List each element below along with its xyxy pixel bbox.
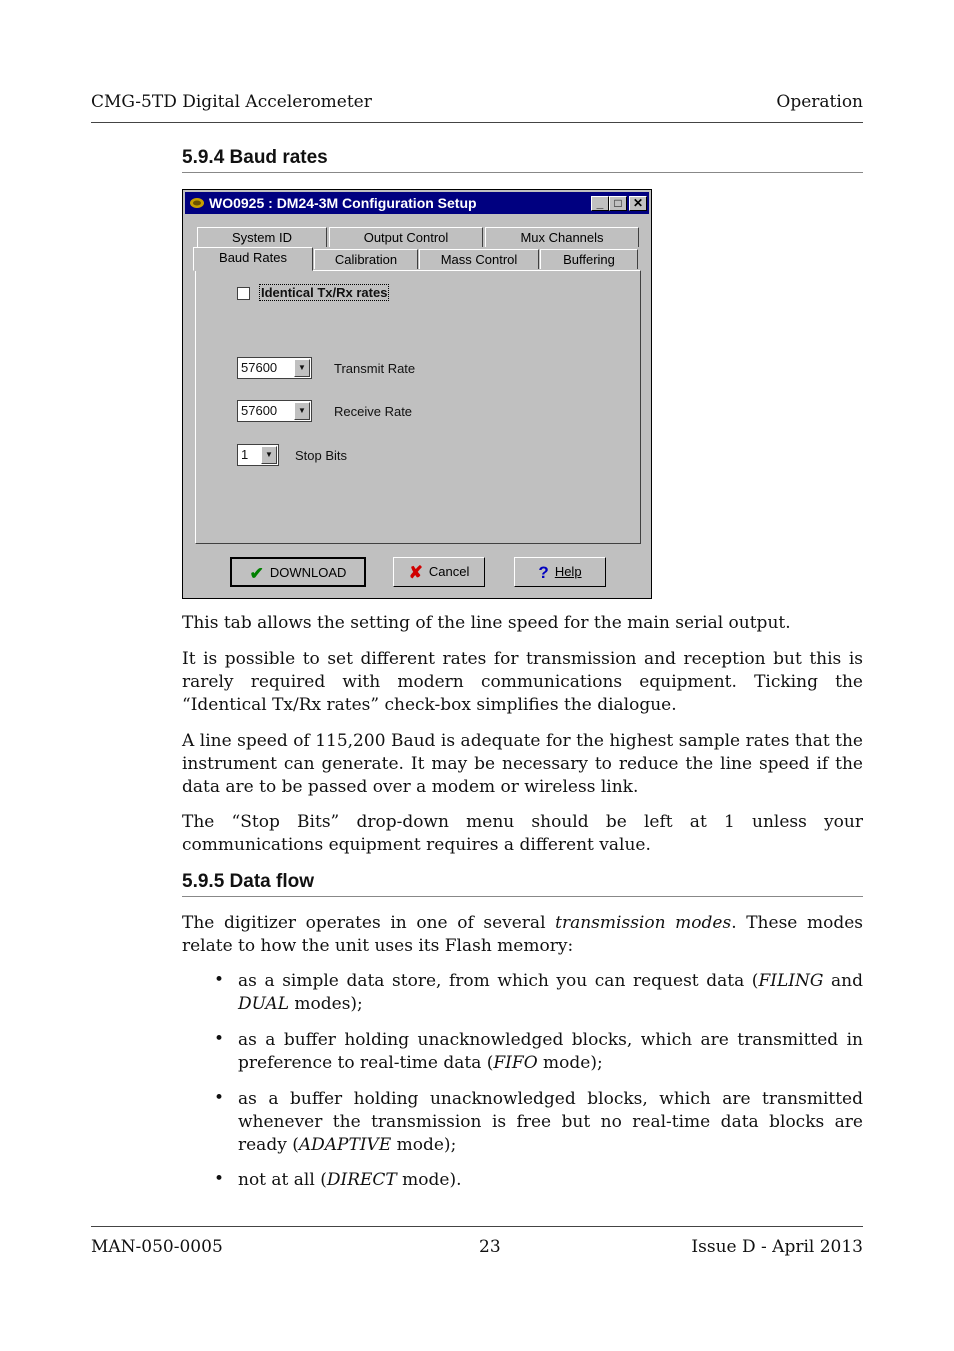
download-label: DOWNLOAD bbox=[269, 565, 347, 580]
dialog-titlebar bbox=[185, 192, 649, 214]
header-title: CMG-5TD Digital Accelerometer bbox=[91, 92, 372, 112]
text-run: mode). bbox=[396, 1170, 462, 1190]
emphasis: FIFO bbox=[493, 1053, 538, 1073]
heading-baud-rates: 5.9.4 Baud rates bbox=[182, 147, 863, 173]
close-button[interactable]: ✕ bbox=[629, 196, 647, 211]
checkmark-icon: ✔ bbox=[249, 563, 264, 583]
text-run: modes); bbox=[289, 994, 363, 1014]
cancel-label: Cancel bbox=[428, 564, 470, 579]
list-item bbox=[238, 1088, 863, 1157]
stop-bits-label: Stop Bits bbox=[295, 448, 348, 463]
emphasis: FILING bbox=[758, 971, 824, 991]
config-dialog bbox=[182, 189, 652, 599]
dialog-title: WO0925 : DM24-3M Configuration Setup bbox=[209, 195, 477, 211]
paragraph: It is possible to set different rates for transmission and reception but this is rarely required with modern communications equipment. Ticking the “Identical Tx/Rx rates” check-box simplifies the dialogue. bbox=[182, 649, 863, 715]
question-icon: ? bbox=[538, 562, 549, 582]
emphasis: DUAL bbox=[238, 994, 289, 1014]
text-run: not at all ( bbox=[238, 1170, 327, 1190]
receive-rate-select[interactable] bbox=[237, 400, 312, 422]
emphasis: ADAPTIVE bbox=[298, 1135, 392, 1155]
text-run: and bbox=[823, 971, 863, 991]
stop-bits-value: 1 bbox=[241, 447, 249, 462]
tab-calibration[interactable]: Calibration bbox=[314, 249, 418, 269]
chevron-down-icon[interactable]: ▼ bbox=[294, 359, 310, 377]
text-run: mode); bbox=[391, 1135, 457, 1155]
tab-mux-channels[interactable]: Mux Channels bbox=[485, 227, 639, 247]
text-run: mode); bbox=[537, 1053, 603, 1073]
page-footer bbox=[91, 1226, 863, 1257]
paragraph: The “Stop Bits” drop-down menu should be left at 1 unless your communications equipment requires a different value. bbox=[182, 812, 863, 855]
paragraph-intro bbox=[182, 912, 863, 958]
maximize-button[interactable]: □ bbox=[609, 196, 627, 211]
header-section: Operation bbox=[776, 92, 863, 112]
chevron-down-icon[interactable]: ▼ bbox=[294, 402, 310, 420]
tab-baud-rates[interactable]: Baud Rates bbox=[193, 247, 313, 271]
list-item bbox=[238, 1169, 863, 1192]
cross-icon: ✘ bbox=[408, 562, 423, 582]
identical-rates-label: Identical Tx/Rx rates bbox=[261, 285, 388, 300]
page-header bbox=[91, 90, 863, 123]
tab-mass-control[interactable]: Mass Control bbox=[419, 249, 539, 269]
list-item bbox=[238, 1029, 863, 1075]
emphasis: transmission modes bbox=[555, 913, 732, 933]
cancel-button[interactable] bbox=[393, 557, 485, 587]
chevron-down-icon[interactable]: ▼ bbox=[261, 446, 277, 464]
bullet-icon: • bbox=[214, 1169, 225, 1189]
list-item bbox=[238, 970, 863, 1016]
transmit-rate-select[interactable] bbox=[237, 357, 312, 379]
issue-date: Issue D - April 2013 bbox=[691, 1237, 863, 1257]
text-run: as a buffer holding unacknowledged blocks, which are transmitted in preference to real-time data ( bbox=[238, 1030, 863, 1073]
doc-number: MAN-050-0005 bbox=[91, 1237, 223, 1257]
tab-system-id[interactable]: System ID bbox=[197, 227, 327, 247]
bullet-icon: • bbox=[214, 970, 225, 990]
text-run: The digitizer operates in one of several bbox=[182, 913, 556, 933]
text-run: as a buffer holding unacknowledged blocks, which are transmitted whenever the transmission is free but no real-time data blocks are ready ( bbox=[238, 1089, 863, 1155]
paragraph: This tab allows the setting of the line speed for the main serial output. bbox=[182, 613, 791, 633]
bullet-icon: • bbox=[214, 1029, 225, 1049]
stop-bits-select[interactable] bbox=[237, 444, 279, 466]
tab-buffering[interactable]: Buffering bbox=[540, 249, 638, 269]
bullet-icon: • bbox=[214, 1088, 225, 1108]
heading-data-flow: 5.9.5 Data flow bbox=[182, 871, 863, 897]
help-button[interactable] bbox=[514, 557, 606, 587]
text-run: as a simple data store, from which you can request data ( bbox=[238, 971, 759, 991]
app-icon bbox=[189, 196, 205, 209]
minimize-button[interactable]: _ bbox=[591, 196, 609, 211]
help-label: Help bbox=[554, 564, 582, 579]
page-number: 23 bbox=[479, 1237, 501, 1257]
download-button[interactable] bbox=[230, 557, 366, 587]
tab-output-control[interactable]: Output Control bbox=[329, 227, 483, 247]
identical-rates-checkbox[interactable] bbox=[237, 287, 250, 300]
text-run: . These modes relate to how the unit uses its Flash memory: bbox=[182, 913, 863, 956]
receive-rate-label: Receive Rate bbox=[334, 404, 413, 419]
paragraph: A line speed of 115,200 Baud is adequate for the highest sample rates that the instrument can generate. It may be necessary to reduce the line speed if the data are to be passed over a modem or wireless link. bbox=[182, 731, 863, 797]
emphasis: DIRECT bbox=[326, 1170, 397, 1190]
transmit-rate-value: 57600 bbox=[241, 360, 278, 375]
receive-rate-value: 57600 bbox=[241, 403, 278, 418]
transmit-rate-label: Transmit Rate bbox=[334, 361, 416, 376]
